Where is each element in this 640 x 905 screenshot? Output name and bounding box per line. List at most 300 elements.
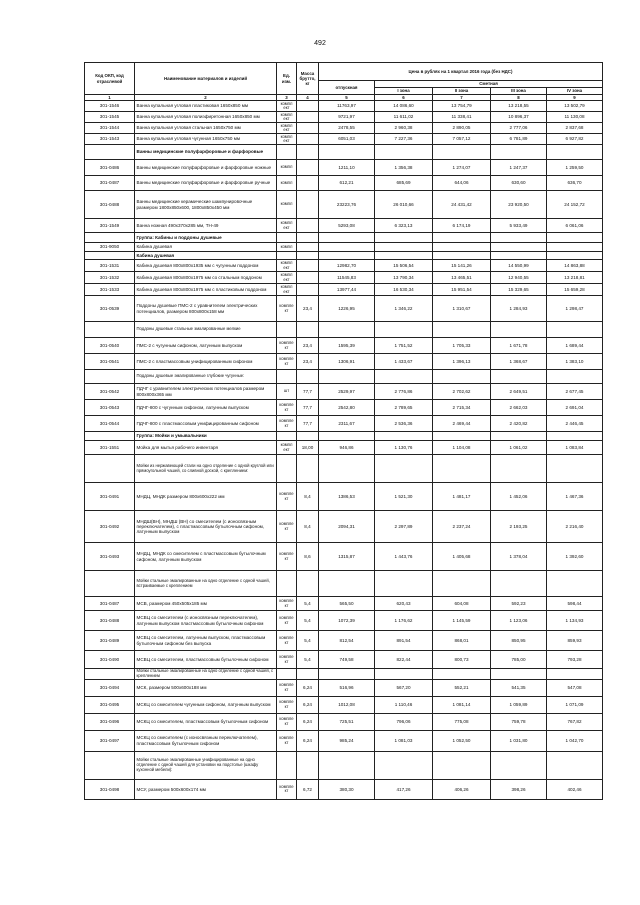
- price-zone-4: 1 042,70: [547, 730, 603, 751]
- item-unit: [277, 370, 297, 384]
- price-zone-4: 2 677,45: [547, 384, 603, 400]
- price-zone-1: 567,20: [375, 679, 433, 696]
- price-zone-3: 2 420,82: [491, 416, 547, 432]
- item-unit: компл ект: [277, 284, 297, 296]
- item-mass: 77,7: [297, 416, 319, 432]
- price-zone-1: 822,44: [375, 651, 433, 669]
- price-zone-3: 1 284,93: [491, 296, 547, 322]
- table-row: [85, 631, 603, 651]
- item-mass: 23,4: [297, 296, 319, 322]
- item-code: 301-0498: [85, 779, 135, 799]
- price-zone-4: 14 863,88: [547, 260, 603, 272]
- price-zone-4: [547, 233, 603, 243]
- release-price: 1226,95: [319, 296, 375, 322]
- item-mass: [297, 284, 319, 296]
- table-row: [85, 651, 603, 669]
- price-zone-4: 13 218,81: [547, 272, 603, 284]
- release-price: [319, 669, 375, 680]
- release-price: [319, 455, 375, 483]
- release-price: 725,51: [319, 713, 375, 730]
- price-zone-3: 1 368,67: [491, 354, 547, 370]
- item-code: 301-1551: [85, 441, 135, 455]
- price-zone-2: [433, 669, 491, 680]
- price-zone-4: 1 083,84: [547, 441, 603, 455]
- price-zone-4: 1 467,36: [547, 483, 603, 511]
- release-price: [319, 571, 375, 597]
- price-zone-4: 1 392,60: [547, 543, 603, 571]
- table-row: [85, 338, 603, 354]
- release-price: 1595,39: [319, 338, 375, 354]
- item-name: Кабина душевая 800х800х1975 мм со стальным поддоном: [135, 272, 277, 284]
- price-zone-1: 1 443,76: [375, 543, 433, 571]
- item-code: 301-0541: [85, 354, 135, 370]
- item-name: МСВЦ со смесителем, латунным выпуском, пластмассовым бутылочным сифоном без выпуска: [135, 631, 277, 651]
- price-zone-1: 891,54: [375, 631, 433, 651]
- price-zone-4: 793,28: [547, 651, 603, 669]
- price-zone-2: [433, 252, 491, 260]
- price-zone-1: 1 081,03: [375, 730, 433, 751]
- price-zone-3: 1 031,80: [491, 730, 547, 751]
- price-zone-1: [375, 455, 433, 483]
- item-unit: компле кт: [277, 631, 297, 651]
- table-row: [85, 679, 603, 696]
- item-name: Мойки стальные эмалированные на одно отделение с одной чашей, с креплением: [135, 669, 277, 680]
- item-code: 301-0491: [85, 483, 135, 511]
- item-unit: компле кт: [277, 779, 297, 799]
- price-zone-1: 1 433,67: [375, 354, 433, 370]
- price-zone-2: 1 310,67: [433, 296, 491, 322]
- item-name: МСУ, размером 500х600х174 мм: [135, 779, 277, 799]
- price-zone-2: 6 174,19: [433, 219, 491, 233]
- price-zone-2: 1 705,33: [433, 338, 491, 354]
- item-code: 301-1546: [85, 101, 135, 112]
- item-code: 301-0486: [85, 160, 135, 176]
- price-zone-3: [491, 243, 547, 252]
- price-zone-2: 13 754,79: [433, 101, 491, 112]
- release-price: 1072,39: [319, 611, 375, 631]
- item-unit: [277, 455, 297, 483]
- price-zone-2: 868,01: [433, 631, 491, 651]
- table-row: [85, 252, 603, 260]
- item-unit: компле кт: [277, 696, 297, 713]
- price-zone-3: 2 649,51: [491, 384, 547, 400]
- item-unit: компле кт: [277, 354, 297, 370]
- item-code: 301-0496: [85, 713, 135, 730]
- table-row: [85, 219, 603, 233]
- item-mass: 6,24: [297, 713, 319, 730]
- item-code: 301-1545: [85, 112, 135, 123]
- item-unit: компл ект: [277, 123, 297, 134]
- price-zone-4: 6 061,06: [547, 219, 603, 233]
- item-name: ПМС-2 с пластмассовым унифицированным сифоном: [135, 354, 277, 370]
- price-zone-2: 11 338,41: [433, 112, 491, 123]
- item-code: 301-0544: [85, 416, 135, 432]
- item-code: 301-1531: [85, 260, 135, 272]
- price-zone-3: [491, 432, 547, 441]
- price-zone-4: 2 691,04: [547, 400, 603, 416]
- price-zone-3: 759,78: [491, 713, 547, 730]
- release-price: 13977,44: [319, 284, 375, 296]
- price-zone-3: 15 329,65: [491, 284, 547, 296]
- release-price: 612,21: [319, 176, 375, 191]
- item-mass: 8,4: [297, 511, 319, 543]
- price-zone-2: 2 715,34: [433, 400, 491, 416]
- price-zone-2: 1 481,17: [433, 483, 491, 511]
- item-code: [85, 322, 135, 338]
- table-row: [85, 370, 603, 384]
- price-zone-4: 2 446,45: [547, 416, 603, 432]
- price-zone-2: 2 237,24: [433, 511, 491, 543]
- table-row: [85, 160, 603, 176]
- price-zone-2: 15 141,26: [433, 260, 491, 272]
- price-zone-1: [375, 322, 433, 338]
- price-zone-4: 547,08: [547, 679, 603, 696]
- release-price: 1315,87: [319, 543, 375, 571]
- price-zone-4: [547, 571, 603, 597]
- price-zone-3: 12 940,55: [491, 272, 547, 284]
- item-unit: компле кт: [277, 338, 297, 354]
- price-zone-1: 2 297,89: [375, 511, 433, 543]
- item-unit: компле кт: [277, 679, 297, 696]
- table-row: [85, 455, 603, 483]
- item-code: [85, 669, 135, 680]
- price-zone-3: [491, 751, 547, 779]
- price-zone-1: 796,06: [375, 713, 433, 730]
- table-row: [85, 779, 603, 799]
- price-zone-3: 2 777,06: [491, 123, 547, 134]
- item-mass: 5,4: [297, 631, 319, 651]
- item-name: Кабина душевая: [135, 252, 277, 260]
- release-price: 1306,91: [319, 354, 375, 370]
- item-unit: компл: [277, 176, 297, 191]
- header-mass: Масса брутто, кг: [297, 63, 319, 95]
- price-zone-3: [491, 455, 547, 483]
- item-unit: [277, 322, 297, 338]
- release-price: 2094,31: [319, 511, 375, 543]
- header-code: Код ОКП, код отраслевой: [85, 63, 135, 95]
- price-zone-3: 1 061,02: [491, 441, 547, 455]
- price-zone-4: [547, 370, 603, 384]
- item-mass: [297, 145, 319, 160]
- price-zone-2: 1 405,68: [433, 543, 491, 571]
- price-zone-1: [375, 432, 433, 441]
- price-zone-3: [491, 233, 547, 243]
- price-zone-4: [547, 145, 603, 160]
- item-mass: [297, 112, 319, 123]
- item-unit: компл: [277, 243, 297, 252]
- release-price: [319, 145, 375, 160]
- header-zone-4: IV зона: [547, 88, 603, 95]
- item-mass: [297, 751, 319, 779]
- price-zone-2: 604,08: [433, 597, 491, 611]
- item-name: Мойки стальные эмалированные унифицированные на одно отделение с одной чашей для установки на подстолье (шкафу кухонной мебели):: [135, 751, 277, 779]
- price-zone-2: [433, 571, 491, 597]
- item-code: 301-0540: [85, 338, 135, 354]
- item-code: [85, 252, 135, 260]
- item-name: Ванна купальная угловая пластиковая 1650х850 мм: [135, 101, 277, 112]
- release-price: 2478,55: [319, 123, 375, 134]
- price-zone-4: [547, 252, 603, 260]
- price-zone-4: 1 071,09: [547, 696, 603, 713]
- table-row: [85, 272, 603, 284]
- release-price: 985,24: [319, 730, 375, 751]
- item-name: Группа: Кабины и поддоны душевые: [135, 233, 277, 243]
- item-mass: [297, 123, 319, 134]
- item-mass: [297, 191, 319, 219]
- item-code: 301-9050: [85, 243, 135, 252]
- price-zone-3: 13 218,55: [491, 101, 547, 112]
- price-zone-1: 1 176,62: [375, 611, 433, 631]
- item-mass: [297, 252, 319, 260]
- item-mass: 6,24: [297, 730, 319, 751]
- price-zone-3: 398,26: [491, 779, 547, 799]
- item-code: [85, 571, 135, 597]
- release-price: 5293,08: [319, 219, 375, 233]
- price-zone-4: 11 130,08: [547, 112, 603, 123]
- item-name: ПМС-2 с чугунным сифоном, латунным выпуском: [135, 338, 277, 354]
- release-price: 565,50: [319, 597, 375, 611]
- col-number: 6: [375, 95, 433, 101]
- table-row: [85, 233, 603, 243]
- price-zone-2: 1 052,50: [433, 730, 491, 751]
- price-zone-1: 11 611,02: [375, 112, 433, 123]
- price-zone-2: 13 465,51: [433, 272, 491, 284]
- price-zone-1: 1 346,22: [375, 296, 433, 322]
- item-code: 301-1532: [85, 272, 135, 284]
- price-zone-3: [491, 252, 547, 260]
- price-zone-1: [375, 370, 433, 384]
- item-unit: [277, 252, 297, 260]
- price-zone-2: 2 469,44: [433, 416, 491, 432]
- price-zone-1: 1 751,52: [375, 338, 433, 354]
- item-mass: 6,24: [297, 679, 319, 696]
- table-row: [85, 611, 603, 631]
- table-row: [85, 176, 603, 191]
- price-zone-3: 23 920,50: [491, 191, 547, 219]
- price-zone-4: [547, 322, 603, 338]
- table-row: [85, 123, 603, 134]
- price-zone-4: 1 259,50: [547, 160, 603, 176]
- item-unit: компле кт: [277, 416, 297, 432]
- price-zone-4: 24 152,72: [547, 191, 603, 219]
- item-mass: 18,00: [297, 441, 319, 455]
- item-mass: 23,4: [297, 338, 319, 354]
- price-zone-3: 14 550,99: [491, 260, 547, 272]
- price-zone-2: 7 057,12: [433, 134, 491, 145]
- item-code: 301-0497: [85, 730, 135, 751]
- item-name: МСКЦ со смесителем, пластмассовым бутылочным сифоном: [135, 713, 277, 730]
- table-row: [85, 296, 603, 322]
- item-name: МСКЦ со смесителем чугунным сифоном, латунным выпуском: [135, 696, 277, 713]
- table-body: [85, 101, 603, 800]
- release-price: [319, 322, 375, 338]
- item-mass: 77,7: [297, 400, 319, 416]
- table-row: [85, 284, 603, 296]
- item-unit: компл ект: [277, 260, 297, 272]
- page-number: 492: [314, 40, 326, 47]
- item-mass: [297, 176, 319, 191]
- item-mass: 23,4: [297, 354, 319, 370]
- item-name: МСК, размером 500х600х188 мм: [135, 679, 277, 696]
- price-zone-3: [491, 669, 547, 680]
- item-name: Мойка для мытья рабочего инвентаря: [135, 441, 277, 455]
- price-zone-4: 767,82: [547, 713, 603, 730]
- item-name: Кабина душевая: [135, 243, 277, 252]
- price-zone-2: 1 396,13: [433, 354, 491, 370]
- price-zone-1: [375, 145, 433, 160]
- price-zone-2: [433, 455, 491, 483]
- price-zone-4: 1 298,47: [547, 296, 603, 322]
- item-mass: 5,4: [297, 597, 319, 611]
- item-name: ПДЧГ-800 с пластмассовым унифицированным сифоном: [135, 416, 277, 432]
- item-code: 301-0543: [85, 400, 135, 416]
- release-price: 11545,83: [319, 272, 375, 284]
- item-unit: шт: [277, 384, 297, 400]
- item-name: Поддоны душевые стальные эмалированные мелкие: [135, 322, 277, 338]
- price-zone-3: 850,95: [491, 631, 547, 651]
- price-zone-1: 1 521,30: [375, 483, 433, 511]
- item-unit: компл: [277, 160, 297, 176]
- price-zone-4: [547, 669, 603, 680]
- price-zone-3: 1 123,06: [491, 611, 547, 631]
- release-price: 1012,08: [319, 696, 375, 713]
- table-row: [85, 597, 603, 611]
- release-price: 9721,97: [319, 112, 375, 123]
- price-zone-1: 16 530,34: [375, 284, 433, 296]
- item-mass: 8,6: [297, 543, 319, 571]
- price-zone-3: 2 662,03: [491, 400, 547, 416]
- table-row: [85, 441, 603, 455]
- table-row: [85, 260, 603, 272]
- release-price: 2529,97: [319, 384, 375, 400]
- item-mass: 5,4: [297, 611, 319, 631]
- item-code: 301-0488: [85, 191, 135, 219]
- item-code: 301-0487: [85, 176, 135, 191]
- price-zone-4: [547, 243, 603, 252]
- release-price: 6051,03: [319, 134, 375, 145]
- price-zone-1: 1 110,46: [375, 696, 433, 713]
- price-zone-1: 2 960,38: [375, 123, 433, 134]
- price-zone-1: [375, 751, 433, 779]
- price-zone-3: 1 059,89: [491, 696, 547, 713]
- price-zone-3: [491, 145, 547, 160]
- table-row: [85, 432, 603, 441]
- release-price: 2311,67: [319, 416, 375, 432]
- release-price: 12982,70: [319, 260, 375, 272]
- price-zone-1: 1 130,76: [375, 441, 433, 455]
- item-code: 301-0488: [85, 611, 135, 631]
- item-mass: [297, 233, 319, 243]
- price-zone-3: 10 896,37: [491, 112, 547, 123]
- price-zone-4: 598,44: [547, 597, 603, 611]
- release-price: [319, 751, 375, 779]
- item-mass: [297, 455, 319, 483]
- item-name: МНДШ(ВН), МНДШ (ВН) со смесителем (с ионосвязным переключателем), с пластмассовым бутылочным сифоном, латунным выпуском: [135, 511, 277, 543]
- price-zone-2: 2 702,62: [433, 384, 491, 400]
- release-price: [319, 243, 375, 252]
- item-mass: [297, 669, 319, 680]
- price-zone-2: 1 274,07: [433, 160, 491, 176]
- item-unit: [277, 145, 297, 160]
- price-zone-1: 15 506,54: [375, 260, 433, 272]
- item-name: Ванны медицинские полуфарфоровые и фарфоровые ножные: [135, 160, 277, 176]
- item-mass: [297, 272, 319, 284]
- release-price: 749,58: [319, 651, 375, 669]
- price-zone-2: 15 951,54: [433, 284, 491, 296]
- item-name: МНДЦ, МНДК со смесителем с пластмассовым бутылочным сифоном, латунным выпуском: [135, 543, 277, 571]
- item-name: Ванна купальная угловая чугунная 1650х750 мм: [135, 134, 277, 145]
- item-code: 301-0492: [85, 511, 135, 543]
- price-zone-4: 859,93: [547, 631, 603, 651]
- item-mass: [297, 432, 319, 441]
- table-row: [85, 400, 603, 416]
- col-number: 3: [277, 95, 297, 101]
- release-price: [319, 252, 375, 260]
- item-code: [85, 145, 135, 160]
- item-name: Ванна купальная угловая стальная 1650х750 мм: [135, 123, 277, 134]
- item-mass: [297, 219, 319, 233]
- item-mass: [297, 134, 319, 145]
- price-zone-1: [375, 233, 433, 243]
- table-row: [85, 145, 603, 160]
- col-number: 2: [135, 95, 277, 101]
- item-code: [85, 455, 135, 483]
- price-zone-4: [547, 455, 603, 483]
- table-row: [85, 696, 603, 713]
- release-price: 946,86: [319, 441, 375, 455]
- table-row: [85, 134, 603, 145]
- price-zone-1: [375, 571, 433, 597]
- item-unit: компле кт: [277, 651, 297, 669]
- price-zone-3: 1 247,37: [491, 160, 547, 176]
- item-unit: компле кт: [277, 597, 297, 611]
- item-name: Поддоны душевые эмалированные глубокие чугунные:: [135, 370, 277, 384]
- price-zone-3: 5 933,49: [491, 219, 547, 233]
- price-zone-2: 800,73: [433, 651, 491, 669]
- price-zone-3: [491, 571, 547, 597]
- price-zone-3: [491, 322, 547, 338]
- item-code: 301-1543: [85, 134, 135, 145]
- header-zone-2: II зона: [433, 88, 491, 95]
- price-zone-2: 1 145,59: [433, 611, 491, 631]
- price-zone-3: 541,35: [491, 679, 547, 696]
- item-mass: [297, 101, 319, 112]
- price-zone-1: 13 790,34: [375, 272, 433, 284]
- item-unit: компле кт: [277, 713, 297, 730]
- price-zone-1: 26 010,66: [375, 191, 433, 219]
- header-zone-1: I зона: [375, 88, 433, 95]
- release-price: 1386,53: [319, 483, 375, 511]
- price-zone-3: 1 378,04: [491, 543, 547, 571]
- item-mass: 6,24: [297, 696, 319, 713]
- item-unit: компле кт: [277, 730, 297, 751]
- table-row: [85, 112, 603, 123]
- price-zone-1: 2 776,86: [375, 384, 433, 400]
- item-code: 301-0489: [85, 631, 135, 651]
- release-price: 23223,76: [319, 191, 375, 219]
- item-name: Ванны медицинские полуфарфоровые и фарфоровые: [135, 145, 277, 160]
- item-name: МСВЦ со смесителем (с ионосвязным переключателем), латунным выпуском пластмассовым бутылочным сифоном: [135, 611, 277, 631]
- release-price: 516,96: [319, 679, 375, 696]
- item-name: Поддоны душевые ПМС-2 с уравнителем электрических потенциалов, размером 800х800х158 мм: [135, 296, 277, 322]
- price-zone-1: [375, 252, 433, 260]
- price-zone-1: 2 789,65: [375, 400, 433, 416]
- price-zone-4: 636,70: [547, 176, 603, 191]
- col-number: 7: [433, 95, 491, 101]
- item-unit: [277, 669, 297, 680]
- header-zone-3: III зона: [491, 88, 547, 95]
- item-name: МСВЦ со смесителем, пластмассовым бутылочным сифоном: [135, 651, 277, 669]
